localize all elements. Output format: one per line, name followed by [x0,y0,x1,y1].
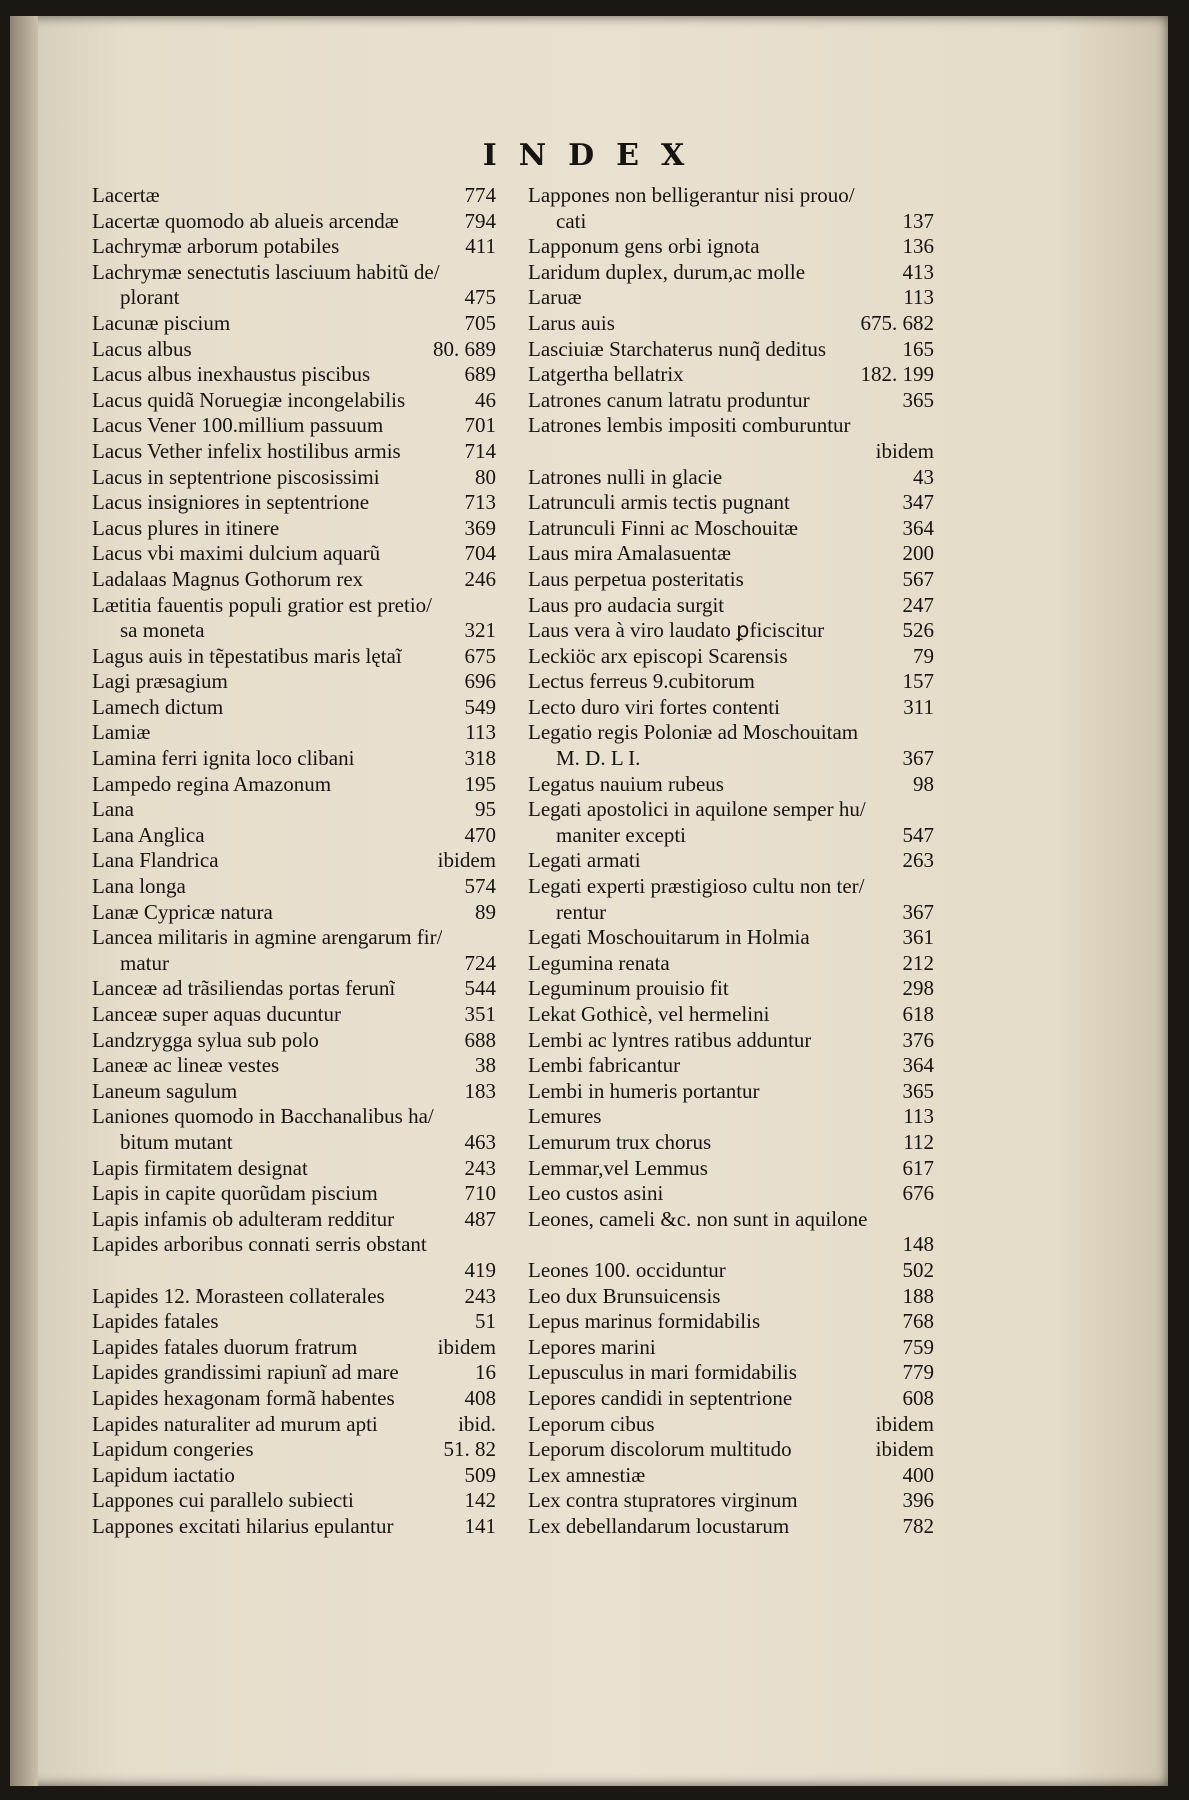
entry-term: Laruæ [528,285,582,310]
entry-page-ref: 376 [902,1027,934,1052]
entry-term: Lemmar,vel Lemmus [528,1155,708,1180]
index-entry [528,490,934,516]
index-entry [92,874,496,900]
entry-term: Lamech dictum [92,694,224,719]
entry-term: Lacus insigniores in septentrione [92,490,370,515]
index-entry [92,1002,496,1028]
index-entry [528,1386,934,1412]
index-entry [528,234,934,260]
entry-page-ref: 89 [475,899,496,924]
entry-term: Leones, cameli &c. non sunt in aquilone [528,1206,868,1231]
index-entry [92,925,496,976]
entry-term: Leckiöc arx episcopi Scarensis [528,643,788,668]
entry-page-ref: 243 [464,1155,496,1180]
index-entry [92,900,496,926]
entry-term: Legati experti præstigioso cultu non ter/ [528,874,865,899]
index-entry [92,1488,496,1514]
entry-continuation: matur [120,950,169,975]
index-entry [528,1079,934,1105]
entry-page-ref: 298 [902,976,934,1001]
index-entry [528,1156,934,1182]
index-entry [528,337,934,363]
index-entry [528,567,934,593]
index-entry [92,746,496,772]
entry-page-ref: 43 [913,464,934,489]
entry-page-ref: 470 [464,822,496,847]
entry-term: Lex debellandarum locustarum [528,1513,790,1538]
index-entry [528,1514,934,1540]
entry-term: Lekat Gothicè, vel hermelini [528,1002,770,1026]
entry-term: Laus pro audacia surgit [528,592,725,617]
entry-term: Latrunculi armis tectis pugnant [528,490,790,515]
entry-page-ref: 113 [465,720,496,745]
entry-page-ref: 157 [902,669,934,694]
entry-page-ref: 95 [475,797,496,822]
entry-page-ref: 408 [464,1385,496,1410]
entry-term: Lamiæ [92,720,151,745]
index-entry [92,1463,496,1489]
entry-page-ref: 80 [475,464,496,489]
entry-page-ref: 675. 682 [860,310,934,335]
index-entry [92,541,496,567]
index-entry [528,465,934,491]
entry-page-ref: 675 [464,643,496,668]
entry-page-ref: 165 [902,336,934,361]
index-entry [528,1130,934,1156]
binding-gutter [10,16,38,1786]
index-entry [528,1360,934,1386]
index-entry [528,874,934,925]
entry-page-ref: 782 [902,1513,934,1538]
entry-page-ref: 774 [464,183,496,207]
entry-term: Leones 100. occiduntur [528,1257,726,1282]
entry-term: Laus mira Amalasuentæ [528,541,731,566]
entry-term: Lacus quidã Noruegiæ incongelabilis [92,387,406,412]
index-entry [92,695,496,721]
entry-term: Lanceæ ad trãsiliendas portas ferunĩ [92,976,396,1001]
index-column-right [528,183,934,1539]
entry-page-ref: ibidem [875,1411,934,1436]
entry-term: Lampedo regina Amazonum [92,771,332,796]
entry-term: Lemures [528,1104,602,1129]
index-entry [528,848,934,874]
entry-term: Lana Anglica [92,822,205,847]
entry-continuation: rentur [556,899,607,924]
entry-page-ref: 487 [464,1206,496,1231]
index-entry [528,1104,934,1130]
index-entry [92,797,496,823]
entry-term: Leo custos asini [528,1181,664,1206]
entry-term: Lacus albus inexhaustus piscibus [92,362,371,387]
entry-page-ref: 688 [464,1027,496,1052]
entry-term: Lapides fatales duorum fratrum [92,1334,358,1359]
index-entry [528,541,934,567]
entry-term: Lembi in humeris portantur [528,1078,760,1103]
index-entry [528,1207,934,1258]
entry-page-ref: 502 [902,1257,934,1282]
entry-term: Lætitia fauentis populi gratior est pretio/ [92,592,433,617]
entry-page-ref: 396 [902,1488,934,1513]
index-column-left [92,183,496,1539]
index-entry [528,1488,934,1514]
entry-term: Lamina ferri ignita loco clibani [92,746,355,771]
index-entry [92,337,496,363]
entry-term: Legati Moschouitarum in Holmia [528,925,810,950]
entry-term: Lacus plures in itinere [92,515,280,540]
entry-page-ref: 367 [902,899,934,924]
entry-page-ref: 182. 199 [860,362,934,387]
index-entry [528,669,934,695]
entry-page-ref: ibidem [437,848,496,873]
entry-page-ref: 46 [475,387,496,412]
index-entry [528,720,934,771]
index-entry [528,260,934,286]
entry-page-ref: ibid. [458,1411,496,1436]
entry-term: Laneæ ac lineæ vestes [92,1053,280,1078]
index-entry [528,388,934,414]
index-entry [92,772,496,798]
entry-term: Latrones nulli in glacie [528,464,723,489]
entry-term: Lapidum iactatio [92,1462,235,1487]
entry-term: Landzrygga sylua sub polo [92,1027,319,1052]
entry-term: Legumina renata [528,950,670,975]
entry-page-ref: 113 [903,285,934,310]
entry-term: Lappones non belligerantur nisi prouo/ [528,183,855,207]
entry-page-ref: 567 [902,566,934,591]
index-entry [92,1207,496,1233]
entry-term: Lectus ferreus 9.cubitorum [528,669,755,694]
index-entry [92,1309,496,1335]
entry-term: Latrones lembis impositi comburuntur [528,413,851,438]
entry-page-ref: 574 [464,874,496,899]
index-entry [92,362,496,388]
entry-term: Laneum sagulum [92,1078,238,1103]
entry-term: Lagus auis in tẽpestatibus maris lętaĩ [92,643,402,668]
entry-page-ref: 347 [902,490,934,515]
entry-term: Legatus nauium rubeus [528,771,724,796]
entry-page-ref: 411 [465,234,496,259]
entry-term: Lapides arboribus connati serris obstant [92,1232,427,1257]
entry-page-ref: ibidem [875,1437,934,1462]
entry-term: Lapides 12. Morasteen collaterales [92,1283,385,1308]
entry-page-ref: 16 [475,1360,496,1385]
entry-page-ref: 243 [464,1283,496,1308]
entry-page-ref: 80. 689 [433,336,496,361]
entry-term: Lasciuiæ Starchaterus nunq̃ deditus [528,336,827,361]
entry-term: Lappones excitati hilarius epulantur [92,1513,394,1538]
entry-term: Leporum discolorum multitudo [528,1437,792,1462]
entry-page-ref: 713 [464,490,496,515]
entry-term: Lappones cui parallelo subiecti [92,1488,354,1513]
entry-term: Latrunculi Finni ac Moschouitæ [528,515,799,540]
index-entry [92,567,496,593]
index-entry [528,311,934,337]
index-entry [92,1053,496,1079]
entry-page-ref: 544 [464,976,496,1001]
entry-term: Lapides naturaliter ad murum apti [92,1411,378,1436]
index-entry [528,1053,934,1079]
index-entry [92,1028,496,1054]
entry-term: Latrones canum latratu produntur [528,387,810,412]
index-entry [528,1258,934,1284]
entry-term: Lapponum gens orbi ignota [528,234,760,259]
entry-page-ref: ibidem [875,438,934,463]
entry-page-ref: 142 [464,1488,496,1513]
entry-term: Legati armati [528,848,641,873]
entry-page-ref: 618 [902,1002,934,1026]
entry-term: Lapides hexagonam formã habentes [92,1385,395,1410]
index-entry [92,183,496,209]
index-entry [528,951,934,977]
entry-term: Lacertæ [92,183,160,207]
index-entry [92,1181,496,1207]
entry-term: Lacertæ quomodo ab alueis arcendæ [92,208,399,233]
entry-page-ref: 98 [913,771,934,796]
entry-term: Lembi ac lyntres ratibus adduntur [528,1027,812,1052]
entry-page-ref: 188 [902,1283,934,1308]
entry-page-ref: 710 [464,1181,496,1206]
entry-page-ref: 321 [464,618,496,643]
index-entry [92,490,496,516]
index-entry [528,362,934,388]
entry-term: Laniones quomodo in Bacchanalibus ha/ [92,1104,434,1129]
entry-page-ref: 701 [464,413,496,438]
entry-page-ref: 617 [902,1155,934,1180]
index-entry [92,720,496,746]
entry-term: Lanæ Cypricæ natura [92,899,273,924]
entry-term: Lachrymæ arborum potabiles [92,234,340,259]
entry-term: Lapides grandissimi rapiunĩ ad mare [92,1360,399,1385]
entry-continuation: bitum mutant [120,1129,233,1154]
entry-page-ref: 112 [903,1129,934,1154]
index-entry [92,439,496,465]
index-entry [528,1412,934,1438]
index-entry [92,1232,496,1283]
entry-term: Lapidum congeries [92,1437,254,1462]
index-entry [528,618,934,644]
entry-term: Leguminum prouisio fit [528,976,729,1001]
entry-page-ref: 351 [464,1002,496,1026]
entry-term: Lana Flandrica [92,848,219,873]
index-entry [528,1309,934,1335]
entry-term: Latgertha bellatrix [528,362,684,387]
page-title: INDEX [482,138,707,173]
entry-page-ref: 509 [464,1462,496,1487]
entry-term: Leporum cibus [528,1411,655,1436]
index-entry [92,1360,496,1386]
entry-page-ref: 38 [475,1053,496,1078]
entry-term: Lacunæ piscium [92,310,231,335]
entry-page-ref: 369 [464,515,496,540]
index-entry [92,644,496,670]
entry-page-ref: 200 [902,541,934,566]
entry-continuation: M. D. L I. [556,746,641,771]
entry-term: Lachrymæ senectutis lasciuum habitũ de/ [92,259,440,284]
entry-term: Lana longa [92,874,186,899]
entry-term: Lapis infamis ob adulteram redditur [92,1206,395,1231]
entry-page-ref: 794 [464,208,496,233]
index-entry [528,925,934,951]
entry-page-ref: 413 [902,259,934,284]
entry-page-ref: 779 [902,1360,934,1385]
entry-term: Legatio regis Poloniæ ad Moschouitam [528,720,859,745]
index-entry [528,285,934,311]
index-entry [92,465,496,491]
entry-term: Lapis firmitatem designat [92,1155,308,1180]
entry-continuation: maniter excepti [556,822,687,847]
index-entry [528,413,934,464]
entry-term: Leo dux Brunsuicensis [528,1283,721,1308]
index-entry [528,1181,934,1207]
index-entry [528,1335,934,1361]
entry-term: Lacus Vener 100.millium passuum [92,413,384,438]
index-entry [528,1028,934,1054]
index-entry [528,976,934,1002]
entry-page-ref: 367 [902,746,934,771]
entry-term: Lex amnestiæ [528,1462,646,1487]
entry-term: Laus perpetua posteritatis [528,566,744,591]
entry-page-ref: 475 [464,285,496,310]
entry-page-ref: 364 [902,515,934,540]
entry-page-ref: 526 [902,618,934,643]
entry-page-ref: 79 [913,643,934,668]
entry-page-ref: 136 [902,234,934,259]
entry-page-ref: 759 [902,1334,934,1359]
index-entry [92,1437,496,1463]
index-entry [92,388,496,414]
index-entry [92,413,496,439]
entry-term: Lecto duro viri fortes contenti [528,694,780,719]
entry-page-ref: 183 [464,1078,496,1103]
index-entry [528,695,934,721]
index-entry [92,311,496,337]
entry-page-ref: 365 [902,1078,934,1103]
entry-page-ref: 361 [902,925,934,950]
index-entry [528,1284,934,1310]
index-entry [92,516,496,542]
entry-page-ref: 463 [464,1129,496,1154]
entry-term: Ladalaas Magnus Gothorum rex [92,566,364,591]
entry-term: Lagi præsagium [92,669,228,694]
index-entry [92,1514,496,1540]
entry-page-ref: 676 [902,1181,934,1206]
entry-page-ref: 419 [464,1257,496,1282]
index-entry [92,669,496,695]
entry-term: Larus auis [528,310,615,335]
entry-page-ref: 549 [464,694,496,719]
index-entry [528,516,934,542]
index-entry [92,1079,496,1105]
entry-term: Lepores candidi in septentrione [528,1385,793,1410]
entry-page-ref: 714 [464,438,496,463]
entry-term: Lepores marini [528,1334,656,1359]
entry-page-ref: 365 [902,387,934,412]
entry-continuation: plorant [120,285,180,310]
entry-term: Lex contra stupratores virginum [528,1488,798,1513]
index-entry [92,1104,496,1155]
entry-page-ref: 608 [902,1385,934,1410]
index-entry [92,1335,496,1361]
index-entry [92,593,496,644]
entry-term: Lacus albus [92,336,192,361]
entry-page-ref: 689 [464,362,496,387]
index-entry [528,644,934,670]
index-entry [528,797,934,848]
entry-page-ref: ibidem [437,1334,496,1359]
entry-term: Lacus Vether infelix hostilibus armis [92,438,401,463]
entry-page-ref: 195 [464,771,496,796]
entry-page-ref: 364 [902,1053,934,1078]
index-entry [92,848,496,874]
entry-page-ref: 547 [902,822,934,847]
entry-term: Lapis in capite quorũdam piscium [92,1181,378,1206]
entry-term: Lepus marinus formidabilis [528,1309,761,1334]
entry-term: Laus vera à viro laudato ꝑficiscitur [528,618,825,643]
entry-continuation: sa moneta [120,618,205,643]
entry-page-ref: 696 [464,669,496,694]
entry-page-ref: 247 [902,592,934,617]
index-entry [528,1002,934,1028]
entry-page-ref: 724 [464,950,496,975]
index-entry [528,1463,934,1489]
entry-page-ref: 311 [903,694,934,719]
index-entry [92,1284,496,1310]
index-entry [92,1386,496,1412]
entry-page-ref: 113 [903,1104,934,1129]
entry-page-ref: 137 [902,208,934,233]
index-entry [528,183,934,234]
index-entry [92,1156,496,1182]
index-entry [92,209,496,235]
entry-page-ref: 51. 82 [443,1437,496,1462]
entry-term: Lembi fabricantur [528,1053,681,1078]
index-entry [92,823,496,849]
index-entry [92,260,496,311]
index-entry [528,1437,934,1463]
entry-page-ref: 768 [902,1309,934,1334]
entry-page-ref: 141 [464,1513,496,1538]
entry-page-ref: 148 [902,1232,934,1257]
entry-page-ref: 705 [464,310,496,335]
entry-term: Lemurum trux chorus [528,1129,712,1154]
entry-term: Legati apostolici in aquilone semper hu/ [528,797,866,822]
entry-term: Lanceæ super aquas ducuntur [92,1002,341,1026]
entry-term: Lancea militaris in agmine arengarum fir/ [92,925,443,950]
index-entry [92,976,496,1002]
entry-term: Lacus vbi maximi dulcium aquarũ [92,541,381,566]
entry-term: Lapides fatales [92,1309,219,1334]
entry-continuation: cati [556,208,587,233]
index-entry [92,234,496,260]
entry-term: Lacus in septentrione piscosissimi [92,464,380,489]
entry-page-ref: 263 [902,848,934,873]
entry-term: Lana [92,797,134,822]
entry-page-ref: 246 [464,566,496,591]
entry-term: Laridum duplex, durum,ac molle [528,259,806,284]
index-entry [528,593,934,619]
entry-page-ref: 400 [902,1462,934,1487]
index-entry [528,772,934,798]
entry-page-ref: 51 [475,1309,496,1334]
entry-page-ref: 212 [902,950,934,975]
entry-page-ref: 318 [464,746,496,771]
entry-page-ref: 704 [464,541,496,566]
index-entry [92,1412,496,1438]
entry-term: Lepusculus in mari formidabilis [528,1360,797,1385]
